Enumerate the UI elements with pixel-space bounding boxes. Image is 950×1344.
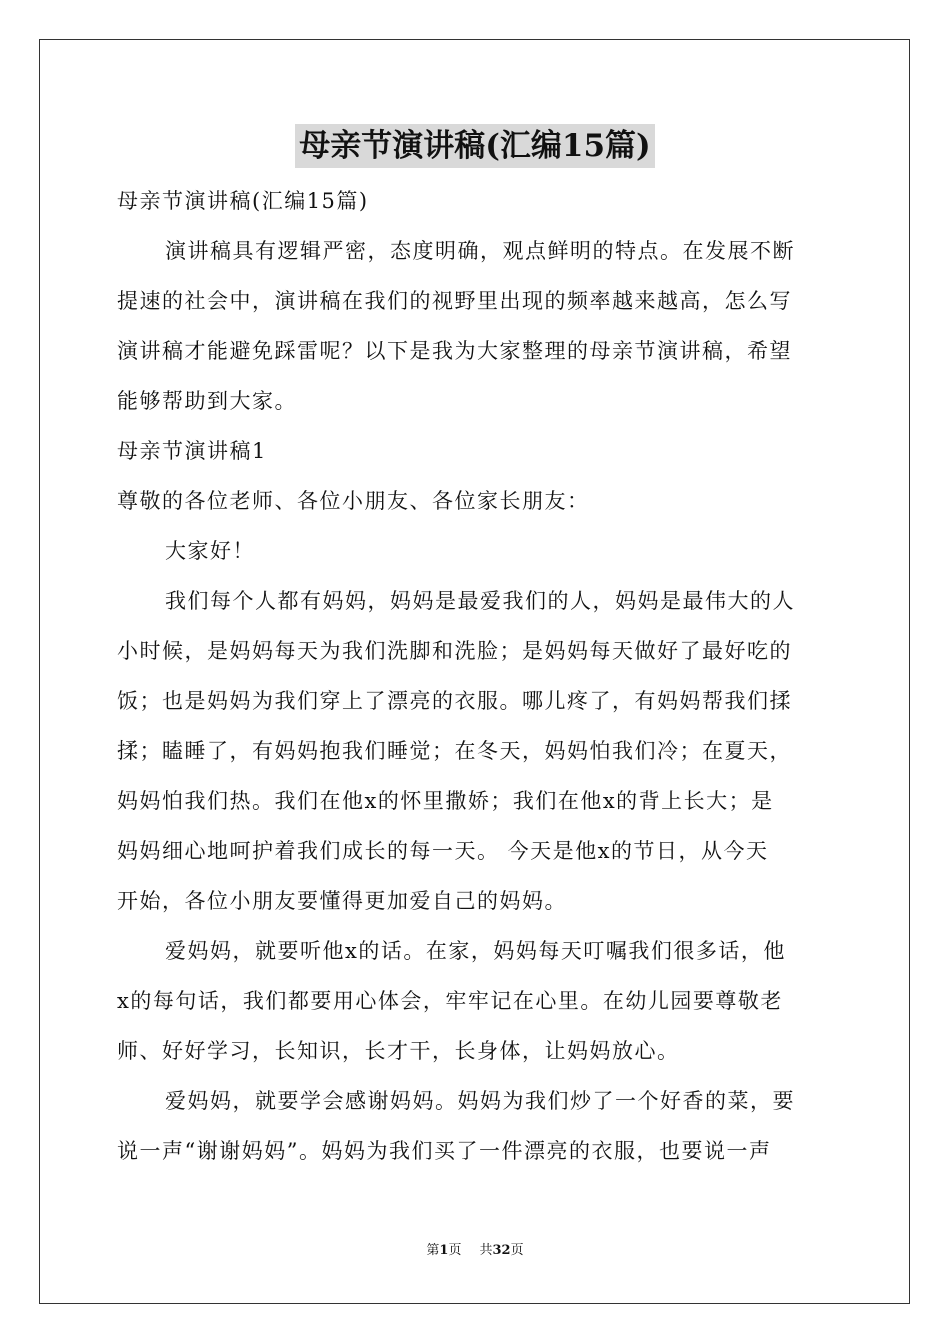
text-line: 妈妈怕我们热。我们在他x的怀里撒娇；我们在他x的背上长大；是	[117, 789, 774, 813]
text-line: 母亲节演讲稿(汇编15篇)	[117, 189, 369, 213]
text-line: 开始，各位小朋友要懂得更加爱自己的妈妈。	[117, 889, 567, 913]
text-line: 演讲稿具有逻辑严密，态度明确，观点鲜明的特点。在发展不断	[165, 239, 795, 263]
text-line: 演讲稿才能避免踩雷呢？以下是我为大家整理的母亲节演讲稿，希望	[117, 339, 792, 363]
total-prefix: 共	[479, 1243, 493, 1258]
page-number: 1	[439, 1243, 449, 1258]
total-suffix: 页	[510, 1243, 524, 1258]
document-title: 母亲节演讲稿(汇编15篇)	[295, 124, 654, 168]
text-line: 师、好好学习，长知识，长才干，长身体，让妈妈放心。	[117, 1039, 680, 1063]
text-line: 爱妈妈，就要学会感谢妈妈。妈妈为我们炒了一个好香的菜，要	[165, 1089, 795, 1113]
text-line: 母亲节演讲稿1	[117, 439, 267, 463]
text-line: 能够帮助到大家。	[117, 389, 297, 413]
page-suffix: 页	[448, 1243, 462, 1258]
text-line: 尊敬的各位老师、各位小朋友、各位家长朋友：	[117, 489, 590, 513]
text-line: 爱妈妈，就要听他x的话。在家，妈妈每天叮嘱我们很多话，他	[165, 939, 786, 963]
total-pages: 32	[492, 1243, 511, 1258]
page-footer	[0, 1242, 950, 1260]
text-line: 说一声“谢谢妈妈”。妈妈为我们买了一件漂亮的衣服，也要说一声	[117, 1139, 772, 1163]
text-line: 揉；瞌睡了，有妈妈抱我们睡觉；在冬天，妈妈怕我们冷；在夏天，	[117, 739, 792, 763]
document-body	[117, 176, 833, 1176]
text-line: 饭；也是妈妈为我们穿上了漂亮的衣服。哪儿疼了，有妈妈帮我们揉	[117, 689, 792, 713]
text-line: 小时候，是妈妈每天为我们洗脚和洗脸；是妈妈每天做好了最好吃的	[117, 639, 792, 663]
page-prefix: 第	[426, 1243, 440, 1258]
text-line: 提速的社会中，演讲稿在我们的视野里出现的频率越来越高，怎么写	[117, 289, 792, 313]
text-line: 大家好！	[165, 539, 255, 563]
title-container	[0, 124, 950, 168]
text-line: x的每句话，我们都要用心体会，牢牢记在心里。在幼儿园要尊敬老	[117, 989, 783, 1013]
text-line: 妈妈细心地呵护着我们成长的每一天。 今天是他x的节日，从今天	[117, 839, 769, 863]
text-line: 我们每个人都有妈妈，妈妈是最爱我们的人，妈妈是最伟大的人	[165, 589, 795, 613]
